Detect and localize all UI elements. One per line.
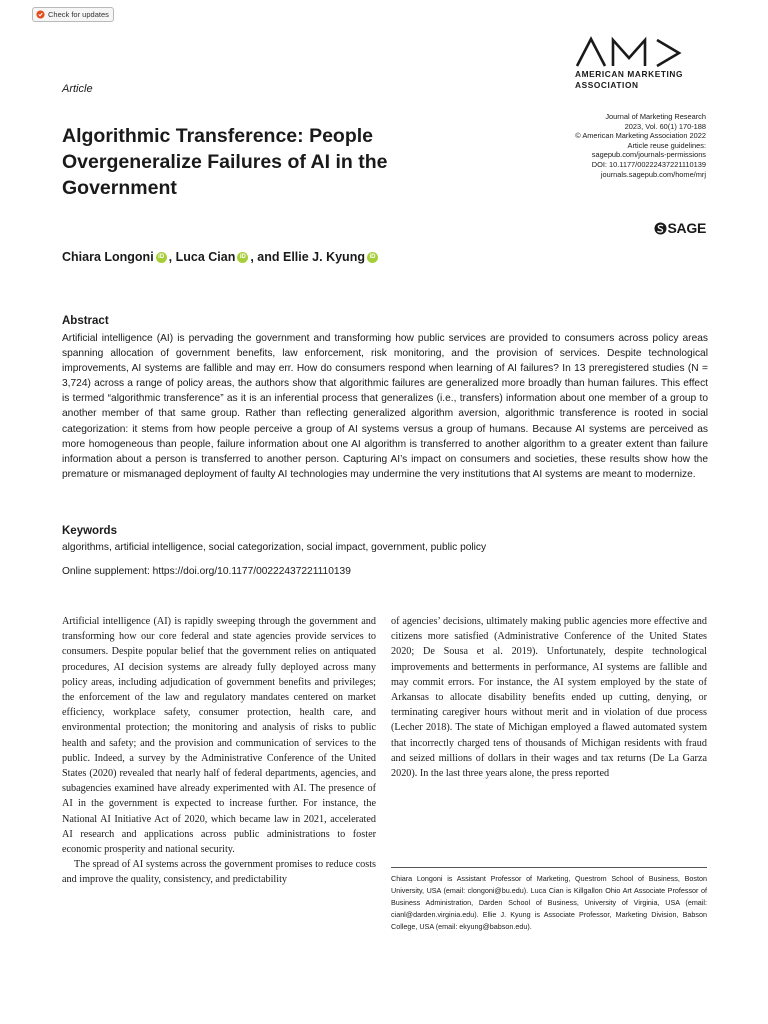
author-kyung: , and Ellie J. Kyung <box>250 250 365 264</box>
body-paragraph: The spread of AI systems across the government promises to reduce costs and improve the quality, consistency, and predictability <box>62 859 376 886</box>
check-for-updates-button[interactable] <box>32 7 114 22</box>
footnote-divider <box>391 867 707 868</box>
reuse-guidelines-link[interactable]: sagepub.com/journals-permissions <box>591 150 706 160</box>
body-paragraph: Artificial intelligence (AI) is rapidly sweeping through the government and transforming how our core federal and state agencies provide services to consumers. Despite popular belief that the government relies on antiquated procedures, AI decision systems are already fully deployed across many policy areas, including adjudication of government benefits and privileges; the enforcement of the law and regulatory mandates centered on market efficiency, workplace safety, consumer protection, health care, and environmental protection; the monitoring and analysis of risks to public health and safety; and the provision and communication of services to the public. Indeed, a survey by the Administrative Conference of the United States (2020) revealed that nearly half of federal departments, agencies, and subagencies examined have already experimented with AI. The presence of AI in the government is expected to increase further. For instance, the National AI Initiative Act of 2020, which became law in 2021, accelerated AI research and applications across public administrations to foster economic prosperity and national security. <box>62 616 376 856</box>
reuse-guidelines-label: Article reuse guidelines: <box>627 140 706 150</box>
author-list <box>62 250 380 264</box>
orcid-icon[interactable]: iD <box>237 252 248 263</box>
online-supplement-link[interactable]: Online supplement: https://doi.org/10.1177/00222437221110139 <box>62 566 351 577</box>
author-cian: , Luca Cian <box>168 250 236 264</box>
body-column-right: of agencies’ decisions, ultimately making public agencies more effective and citizens more satisfied (Administrative Conference of the United States 2020; De Sousa et al. 2019). Unfortunately, despite technological improvements and betterments in performance, AI systems are fallible and may commit errors. For instance, the AI system employed by the state of Arkansas to allocate disability benefits ended up cutting, denying, or terminating caregiver hours without merit and in violation of due process (Lecher 2018). The state of Michigan employed a flawed automated system that incorrectly charged tens of thousands of Michigan residents with fraud and seized millions of dollars in their wages and tax returns (De La Garza 2020). In the last three years alone, the press reported <box>391 616 707 780</box>
article-title: Algorithmic Transference: People Overgeneralize Failures of AI in the Government <box>62 125 388 199</box>
journal-meta <box>486 112 706 179</box>
keywords-heading: Keywords <box>62 525 117 537</box>
check-updates-label: Check for updates <box>48 10 109 19</box>
ama-org-name: AMERICAN MARKETING ASSOCIATION <box>575 69 684 90</box>
author-longoni: Chiara Longoni <box>62 250 154 264</box>
ama-logo-mark-icon <box>575 36 693 68</box>
journal-name: Journal of Marketing Research <box>605 112 706 121</box>
keywords-list: algorithms, artificial intelligence, social categorization, social impact, government, public policy <box>62 542 487 553</box>
author-affiliations-footnote: Chiara Longoni is Assistant Professor of Marketing, Questrom School of Business, Boston University, USA (email: clongoni@bu.edu). Luca Cian is Killgallon Ohio Art Associate Professor of Business Administration, Darden School of Business, University of Virginia, USA (email: cianl@darden.virginia.edu). Ellie J. Kyung is Associate Professor, Marketing Division, Babson College, USA (email: ekyung@babson.edu). <box>391 874 707 932</box>
abstract-heading: Abstract <box>62 315 109 327</box>
ama-logo <box>575 36 693 73</box>
body-column-left <box>62 614 376 888</box>
orcid-icon[interactable]: iD <box>367 252 378 263</box>
article-doi[interactable]: DOI: 10.1177/00222437221110139 <box>591 159 706 169</box>
sage-logo: SAGE <box>654 220 706 236</box>
journal-volume: 2023, Vol. 60(1) 170-188 <box>624 121 706 131</box>
abstract-text: Artificial intelligence (AI) is pervading the government and transforming how public services are provided to consumers across policy areas spanning allocation of government benefits, law enforcement, risk monitoring, and the provision of services. Despite technological improvements, AI systems are fallible and may err. How do consumers respond when learning of AI failures? In 13 preregistered studies (N = 3,724) across a range of policy areas, the authors show that algorithmic failures are generalized more broadly than human failures. This effect is termed “algorithmic transference” as it is an inferential process that generalizes (i.e., transfers) information about one member of a group to another member of that same group. Rather than reflecting generalized algorithm aversion, algorithmic transference is rooted in social categorization: it stems from how people perceive a group of AI systems versus a group of humans. Because AI systems are perceived as more homogeneous than people, failure information about one AI algorithm is transferred to another algorithm to a greater extent than failure information about a person is transferred to another person. Capturing AI’s impact on consumers and societies, these results show how the premature or mismanaged deployment of faulty AI technologies may undermine the very institutions that AI systems are meant to modernize. <box>62 333 708 480</box>
journal-homepage-link[interactable]: journals.sagepub.com/home/mrj <box>600 169 706 179</box>
check-updates-icon <box>36 10 45 19</box>
journal-copyright: © American Marketing Association 2022 <box>575 131 706 141</box>
sage-logo-icon <box>654 222 667 235</box>
article-type-label: Article <box>62 83 93 95</box>
orcid-icon[interactable]: iD <box>156 252 167 263</box>
